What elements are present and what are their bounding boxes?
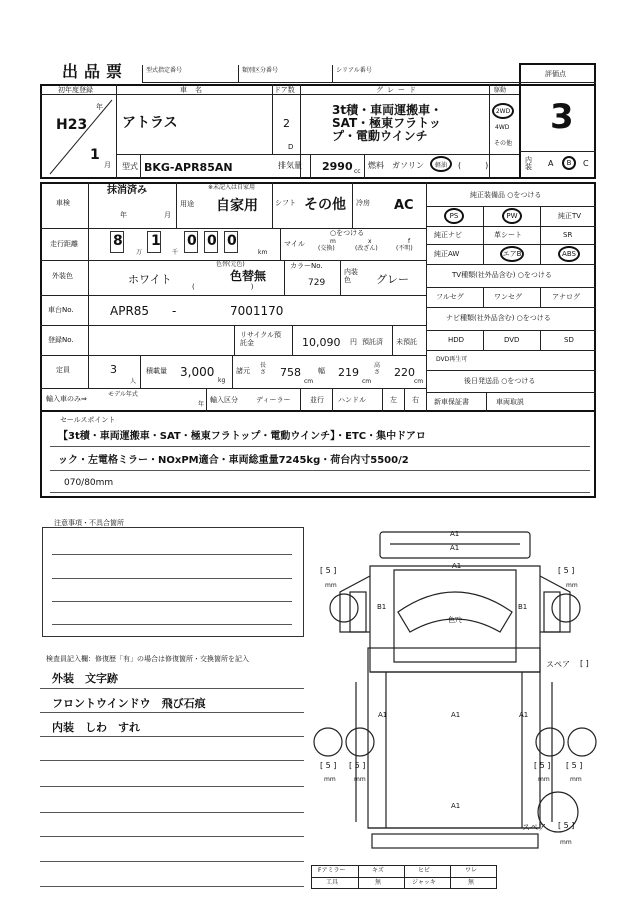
dims-height: 220 <box>394 366 415 379</box>
shift-label: シフト <box>275 199 296 207</box>
tread-front-left: [ 5 ] <box>320 566 337 575</box>
interior-grade-c: C <box>583 159 589 168</box>
spare-rear-value: [ 5 ] <box>558 821 575 830</box>
inspector-item-3: 内装 しわ すれ <box>52 721 140 734</box>
sales-points-line-1: 【3t積・車両運搬車・SAT・極東フラトップ・電動ウインチ】・ETC・集中ドアロ <box>58 431 426 442</box>
equip-ps-circle <box>444 208 464 224</box>
mileage-mark-2: x <box>368 238 372 245</box>
mileage-check-note: ○をつける <box>330 229 365 237</box>
tread-unit-rl2: mm <box>354 776 366 783</box>
usage-note: ※未記入は自家用 <box>208 184 256 191</box>
legend-v4: 無 <box>468 879 475 886</box>
chassis-number: 7001170 <box>230 304 284 318</box>
recycle-deposited: 預託済 <box>362 338 383 346</box>
dims-height-unit: cm <box>414 378 424 385</box>
dims-label: 諸元 <box>236 367 250 375</box>
navi-header: ナビ種類(社外品含む) ○をつける <box>446 314 551 322</box>
later-header: 後日発送品 ○をつける <box>464 377 536 385</box>
fuel-paren: ( ) <box>458 161 489 170</box>
load-label: 積載量 <box>146 367 167 375</box>
legend-v1: 工具 <box>326 879 339 886</box>
first-reg-year-unit: 年 <box>96 103 103 111</box>
spare-label: スペア <box>546 660 570 669</box>
mile-label: マイル <box>284 240 305 248</box>
drive-label: 駆動 <box>494 87 507 94</box>
fuel-gas: ガソリン <box>392 161 424 170</box>
tread-rear-left-2: [ 5 ] <box>349 761 366 770</box>
page-title: 出品票 <box>62 62 129 81</box>
mileage-digit-4: 0 <box>207 233 217 249</box>
inspection-value: 抹消済み <box>107 185 147 196</box>
damage-a1-front: A1 <box>450 530 460 538</box>
doors-sub: D <box>288 143 294 151</box>
interior-grade-label: 内装 <box>525 156 532 171</box>
grade-line-1: 3t積・車両運搬車・ <box>332 103 443 117</box>
recycle-label: リサイクル預託金 <box>240 331 282 348</box>
usage-value: 自家用 <box>216 198 258 214</box>
mileage-mark-1: m <box>330 238 336 245</box>
dims-width: 219 <box>338 366 359 379</box>
usage-label: 用途 <box>180 200 194 208</box>
interior-color-value: グレー <box>376 273 409 286</box>
eval-label: 評価点 <box>545 70 566 78</box>
eval-score: 3 <box>550 97 574 137</box>
legend-v3: ジャッキ <box>412 879 436 886</box>
inspection-label: 車検 <box>56 199 70 207</box>
legend-h2: キズ <box>372 867 384 874</box>
damage-b1-right: B1 <box>518 603 528 611</box>
repaint-label: 色替(元色) <box>216 261 245 268</box>
sales-points-label: セールスポイント <box>60 416 116 424</box>
equip-leather: 革シート <box>494 231 522 239</box>
tread-front-right: [ 5 ] <box>558 566 575 575</box>
model-designation-label: 型式指定番号 <box>146 67 183 74</box>
vehicle-diagram <box>310 522 600 862</box>
displacement-label: 排気量 <box>278 161 302 170</box>
color-no-value: 729 <box>308 278 326 288</box>
equip-abs-circle <box>558 246 580 262</box>
notes-box <box>42 527 304 637</box>
mileage-digit-3: 0 <box>187 233 197 249</box>
tread-rear-right-1: [ 5 ] <box>534 761 551 770</box>
damage-color-fade: 色ｱｾ <box>448 616 462 624</box>
import-year-unit: 年 <box>198 401 205 408</box>
first-reg-month-unit: 月 <box>104 161 111 169</box>
tread-rear-right-2: [ 5 ] <box>566 761 583 770</box>
mileage-unknown: (不明) <box>396 245 413 252</box>
dvd-playback: DVD再生可 <box>436 356 468 363</box>
first-reg-label: 初年度登録 <box>58 86 93 94</box>
dims-width-label: 幅 <box>318 367 325 375</box>
recycle-unit: 円 <box>350 338 357 346</box>
equip-ps: PS <box>449 212 459 220</box>
spare-rear-unit: mm <box>560 839 572 846</box>
legend-v2: 無 <box>375 879 382 886</box>
tread-unit-fl: mm <box>325 582 337 589</box>
mileage-swap: (交換) <box>318 245 335 252</box>
mileage-unit-man: 万 <box>136 249 143 256</box>
capacity-value: 3 <box>110 363 117 376</box>
mileage-digit-2: 1 <box>151 233 161 249</box>
displacement-unit: cc <box>354 168 361 175</box>
inspector-label: 検査員記入欄：修復歴「有」の場合は修復箇所・交換箇所を記入 <box>46 655 249 663</box>
recycle-value: 10,090 <box>302 336 341 349</box>
equipment-header: 純正装備品 ○をつける <box>470 191 542 199</box>
equip-airbag-circle <box>500 246 524 262</box>
inspector-item-2: フロントウインドウ 飛び石痕 <box>52 697 206 710</box>
dims-length: 758 <box>280 366 301 379</box>
mileage-unit-km: km <box>258 249 268 256</box>
equip-pw-circle <box>502 208 522 224</box>
drive-2wd-circle <box>492 103 514 119</box>
handle-label: ハンドル <box>338 396 366 404</box>
later-manual: 車両取説 <box>496 398 524 406</box>
tv-fullseg: フルセグ <box>436 293 464 301</box>
sales-points-line-3: 070/80mm <box>64 478 114 488</box>
mileage-digit-1: 8 <box>113 233 123 249</box>
repaint-paren: ( ) <box>192 283 254 291</box>
tv-header: TV種類(社外品含む) ○をつける <box>452 271 552 279</box>
grade-line-3: プ・電動ウインチ <box>332 129 428 143</box>
doors-value: 2 <box>283 117 290 130</box>
notes-label: 注意事項・不具合箇所 <box>54 519 124 527</box>
equip-airbag: エアB <box>502 250 522 258</box>
navi-dvd: DVD <box>504 336 520 344</box>
tread-rear-left-1: [ 5 ] <box>320 761 337 770</box>
inspector-item-1: 外装 文字跡 <box>52 672 118 685</box>
inspection-year: 年 <box>120 211 127 219</box>
damage-a1-bumper: A1 <box>450 544 460 552</box>
capacity-label: 定員 <box>56 366 70 374</box>
dims-height-label: 高さ <box>374 362 381 377</box>
registration-label: 登録No. <box>48 336 74 344</box>
fuel-diesel-circle <box>430 156 452 172</box>
import-model-year: モデル年式 <box>108 391 138 398</box>
class-number-label: 類別区分番号 <box>242 67 279 74</box>
load-unit: kg <box>218 377 226 384</box>
tread-unit-rr1: mm <box>538 776 550 783</box>
serial-label: シリアル番号 <box>336 67 372 74</box>
doors-label: ドア数 <box>274 86 295 94</box>
displacement-value: 2990 <box>322 160 353 173</box>
first-reg-month: 1 <box>90 147 100 163</box>
damage-a1-rear: A1 <box>451 802 461 810</box>
equip-tv: 純正TV <box>558 212 582 220</box>
exterior-label: 外装色 <box>52 272 73 280</box>
tread-unit-rl1: mm <box>324 776 336 783</box>
recycle-not-deposited: 未預託 <box>396 338 417 346</box>
car-name-value: アトラス <box>122 115 178 131</box>
dims-length-label: 長さ <box>260 362 267 377</box>
mileage-label: 走行距離 <box>50 240 78 248</box>
damage-a1-deck: A1 <box>451 711 461 719</box>
navi-hdd: HDD <box>448 336 465 344</box>
interior-grade-a: A <box>548 159 554 168</box>
mileage-mark-3: f <box>408 238 411 245</box>
capacity-unit: 人 <box>130 378 137 385</box>
fuel-label: 燃料 <box>368 161 384 170</box>
equip-sr: SR <box>563 231 573 239</box>
grade-label: グレード <box>376 86 420 94</box>
car-model-value: BKG-APR85AN <box>144 161 233 174</box>
chassis-label: 車台No. <box>48 306 74 314</box>
ac-value: AC <box>394 198 414 213</box>
equip-aw: 純正AW <box>434 250 460 258</box>
ac-label: 冷房 <box>356 199 370 207</box>
mileage-digit-5: 0 <box>227 233 237 249</box>
mileage-tamper: (改ざん) <box>355 245 378 252</box>
tread-unit-fr: mm <box>566 582 578 589</box>
tv-analog: アナログ <box>552 293 580 301</box>
damage-a1-right: A1 <box>519 711 529 719</box>
spare-rear-label: スペア <box>522 823 546 832</box>
dims-length-unit: cm <box>304 378 314 385</box>
exterior-value: ホワイト <box>128 273 172 286</box>
handle-right: 右 <box>412 396 419 404</box>
grade-line-2: SAT・極東フラトッ <box>332 116 441 130</box>
drive-4wd: 4WD <box>495 124 510 131</box>
navi-sd: SD <box>564 336 574 344</box>
car-name-label: 車名 <box>180 86 210 94</box>
legend-h1: Fアミラー <box>318 867 346 874</box>
import-class-label: 輸入区分 <box>210 396 238 404</box>
legend-h3: ヒビ <box>418 867 431 874</box>
shift-value: その他 <box>304 197 346 213</box>
mileage-unit-sen: 千 <box>172 249 179 256</box>
damage-a1-left: A1 <box>378 711 388 719</box>
inspection-month: 月 <box>164 211 171 219</box>
import-dealer: ディーラー <box>256 396 291 404</box>
chassis-prefix: APR85 <box>110 304 150 318</box>
equip-pw: PW <box>506 212 518 220</box>
fuel-diesel: 軽油 <box>434 161 447 169</box>
import-label: 輸入車のみ⇒ <box>46 395 87 403</box>
load-value: 3,000 <box>180 365 215 379</box>
tv-oneseg: ワンセグ <box>494 293 522 301</box>
later-warranty: 新車保証書 <box>434 398 469 406</box>
drive-2wd: 2WD <box>495 107 511 115</box>
handle-left: 左 <box>390 396 397 404</box>
spare-bracket: [ ] <box>580 659 589 668</box>
repaint-value: 色替無 <box>230 269 267 283</box>
equip-navi: 純正ナビ <box>434 231 462 239</box>
interior-grade-b-circle <box>562 156 576 170</box>
equip-abs: ABS <box>562 250 576 258</box>
import-parallel: 並行 <box>310 396 324 404</box>
color-no-label: カラーNo. <box>290 262 323 270</box>
legend-h4: ワレ <box>465 867 478 874</box>
car-model-label: 型式 <box>122 162 138 171</box>
chassis-dash: - <box>172 304 177 318</box>
drive-other: その他 <box>494 140 513 147</box>
dims-width-unit: cm <box>362 378 372 385</box>
damage-b1-left: B1 <box>377 603 387 611</box>
sales-points-line-2: ック・左電格ミラー・NOxPM適合・車両総重量7245kg・荷台内寸5500/2 <box>58 455 409 466</box>
interior-color-label: 内装色 <box>344 268 358 285</box>
tread-unit-rr2: mm <box>570 776 582 783</box>
damage-a1-hood: A1 <box>452 562 462 570</box>
first-reg-year: H23 <box>56 117 88 133</box>
interior-grade-b: B <box>566 159 572 167</box>
